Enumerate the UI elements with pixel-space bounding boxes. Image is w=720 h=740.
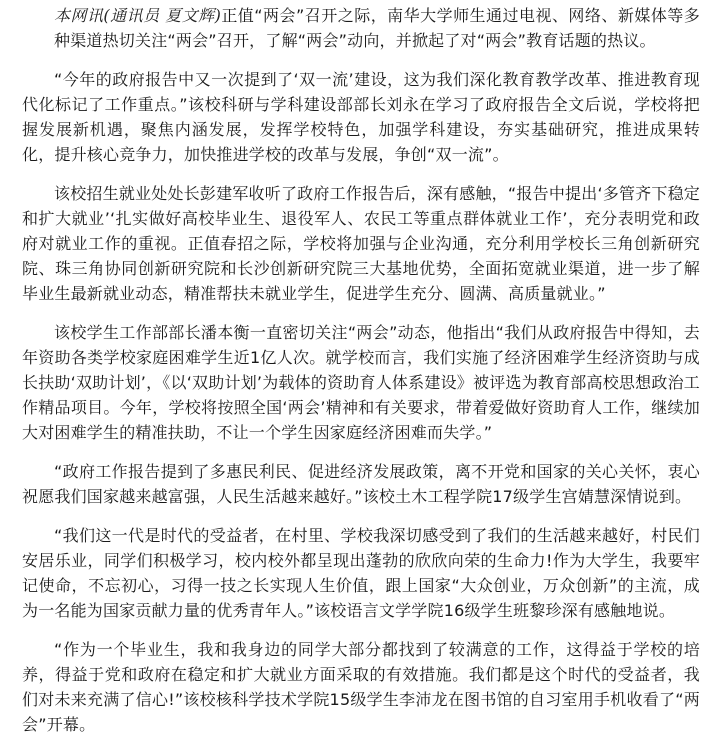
article-paragraph-5: “政府工作报告提到了多惠民利民、促进经济发展政策，离不开党和国家的关心关怀，衷心祝愿我们国家越来越富强，人民生活越来越好。”该校土木工程学院17级学生宫婧慧深情说到。 <box>22 462 700 506</box>
article-byline: 本网讯(通讯员 夏文辉) <box>54 6 222 25</box>
paragraph-text-1: 正值“两会”召开之际，南华大学师生通过电视、网络、新媒体等多种渠道热切关注“两会”召开，了解“两会”动向，并掀起了对“两会”教育话题的热议。 <box>54 6 700 50</box>
article-paragraph-3: 该校招生就业处处长彭建军收听了政府工作报告后，深有感触，“报告中提出‘多管齐下稳定和扩大就业’‘扎实做好高校毕业生、退役军人、农民工等重点群体就业工作’，充分表明党和政府对就业工作的重视。正值春招之际，学校将加强与企业沟通，充分利用学校长三角创新研究院、珠三角协同创新研究院和长沙创新研究院三大基地优势，全面拓宽就业渠道，进一步了解毕业生最新就业动态，精准帮扶未就业学生，促进学生充分、圆满、高质量就业。” <box>22 184 700 303</box>
article-paragraph-4: 该校学生工作部部长潘本衡一直密切关注“两会”动态，他指出“我们从政府报告中得知，去年资助各类学校家庭困难学生近1亿人次。就学校而言，我们实施了经济困难学生经济资助与成长扶助‘双助计划’，《以‘双助计划’为载体的资助育人体系建设》被评选为教育部高校思想政治工作精品项目。今年，学校将按照全国‘两会’精神和有关要求，带着爱做好资助育人工作，继续加大对困难学生的精准扶助，不让一个学生因家庭经济困难而失学。” <box>22 323 700 442</box>
article-paragraph-7: “作为一个毕业生，我和我身边的同学大部分都找到了较满意的工作，这得益于学校的培养，得益于党和政府在稳定和扩大就业方面采取的有效措施。我们都是这个时代的受益者，我们对未来充满了信心!”该校核科学技术学院15级学生李沛龙在图书馆的自习室用手机收看了“两会”开幕。 <box>22 640 700 734</box>
article-paragraph-1 <box>22 3 700 53</box>
article-paragraph-2: “今年的政府报告中又一次提到了‘双一流’建设，这为我们深化教育教学改革、推进教育现代化标记了工作重点。”该校科研与学科建设部部长刘永在学习了政府报告全文后说，学校将把握发展新机遇，聚焦内涵发展，发挥学校特色，加强学科建设，夯实基础研究，推进成果转化，提升核心竞争力，加快推进学校的改革与发展，争创“双一流”。 <box>22 70 700 164</box>
article-paragraph-6: “我们这一代是时代的受益者，在村里、学校我深切感受到了我们的生活越来越好，村民们安居乐业，同学们积极学习，校内校外都呈现出蓬勃的欣欣向荣的生命力!作为大学生，我要牢记使命，不忘初心，习得一技之长实现人生价值，跟上国家“大众创业，万众创新”的主流，成为一名能为国家贡献力量的优秀青年人。”该校语言文学学院16级学生班黎珍深有感触地说。 <box>22 526 700 620</box>
